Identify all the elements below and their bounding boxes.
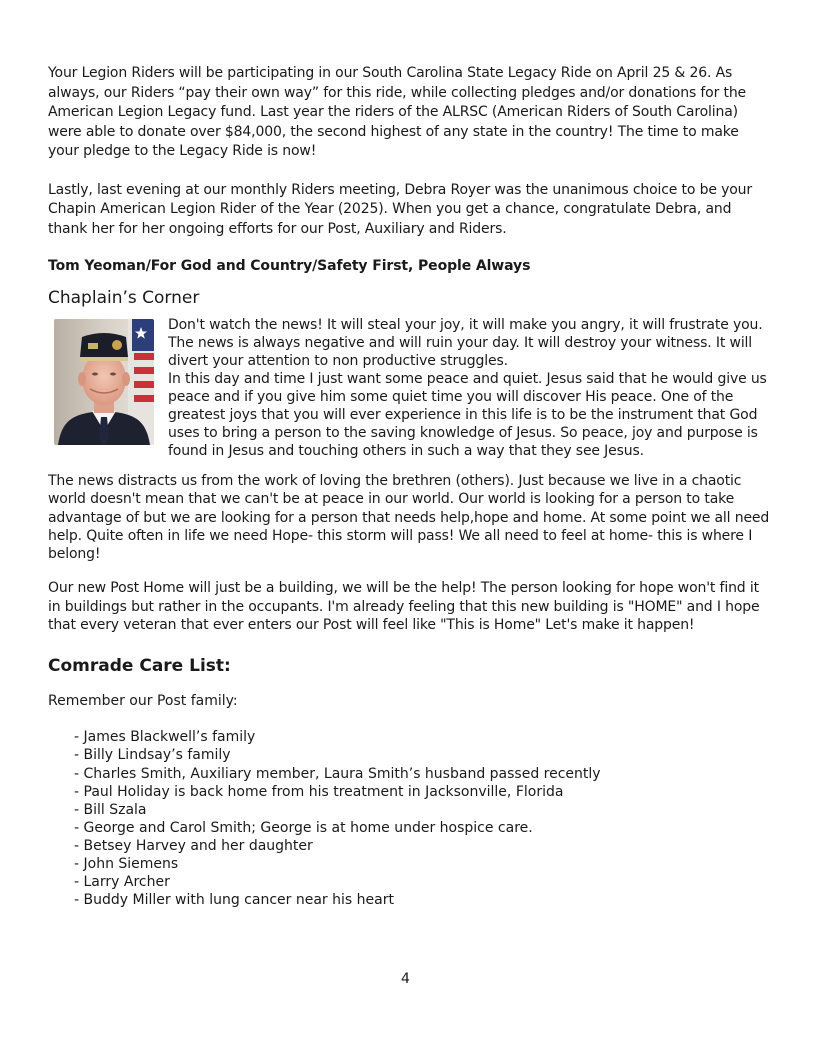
comrade-care-intro: Remember our Post family: — [48, 693, 238, 710]
chaplain-paragraph-1: Don't watch the news! It will steal your joy, it will make you angry, it will frustrate you. The news is always negative and will ruin your day. It will destroy your witness. It will divert your attention to non productive struggles. — [168, 317, 763, 369]
chaplain-corner-section — [48, 316, 770, 460]
comrade-care-list — [48, 728, 770, 909]
signoff-line: Tom Yeoman/For God and Country/Safety First, People Always — [48, 258, 531, 274]
list-item: - Larry Archer — [74, 874, 170, 891]
chaplain-photo — [54, 319, 154, 445]
list-item: - Betsey Harvey and her daughter — [74, 837, 313, 854]
chaplain-paragraph-3: The news distracts us from the work of loving the brethren (others). Just because we live in a chaotic world doesn't mean that we can't be at peace in our world. Our world is looking for a person to take advantage of but we are looking for a person that needs help,hope and home. At some point we all need help. Quite often in life we need Hope- this storm will pass! We all need to feel at home- this is where I belong! — [48, 473, 770, 563]
list-item: - Charles Smith, Auxiliary member, Laura Smith’s husband passed recently — [74, 765, 601, 782]
legacy-ride-paragraph: Your Legion Riders will be participating in our South Carolina State Legacy Ride on April 25 & 26. As always, our Riders “pay their own way” for this ride, while collecting pledges and/or donations for the American Legion Legacy fund. Last year the riders of the ALRSC (American Riders of South Carolina) were able to donate over $84,000, the second highest of any state in the country! The time to make your pledge to the Legacy Ride is now! — [48, 65, 747, 159]
list-item: - James Blackwell’s family — [74, 729, 256, 746]
page-number: 4 — [401, 971, 410, 987]
list-item: - George and Carol Smith; George is at home under hospice care. — [74, 819, 533, 836]
newsletter-page — [48, 64, 770, 909]
chaplain-paragraph-2: In this day and time I just want some peace and quiet. Jesus said that he would give us peace and if you give him some quiet time you will discover His peace. One of the greatest joys that you will ever experience in this life is to be the instrument that God uses to bring a person to the saving knowledge of Jesus. So peace, joy and purpose is found in Jesus and touching others in such a way that they see Jesus. — [168, 371, 767, 459]
list-item: - Billy Lindsay’s family — [74, 747, 231, 764]
chaplain-corner-title: Chaplain’s Corner — [48, 288, 200, 308]
rider-of-year-paragraph: Lastly, last evening at our monthly Riders meeting, Debra Royer was the unanimous choice to be your Chapin American Legion Rider of the Year (2025). When you get a chance, congratulate Debra, and thank her for her ongoing efforts for our Post, Auxiliary and Riders. — [48, 181, 752, 237]
comrade-care-title: Comrade Care List: — [48, 656, 231, 677]
list-item: - Buddy Miller with lung cancer near his heart — [74, 892, 394, 909]
list-item: - Bill Szala — [74, 801, 147, 818]
list-item: - Paul Holiday is back home from his treatment in Jacksonville, Florida — [74, 783, 564, 800]
chaplain-paragraph-4: Our new Post Home will just be a building, we will be the help! The person looking for hope won't find it in buildings but rather in the occupants. I'm already feeling that this new building is "HOME" and I hope that every veteran that ever enters our Post will feel like "This is Home" Let's make it happen! — [48, 580, 760, 634]
list-item: - John Siemens — [74, 856, 179, 873]
